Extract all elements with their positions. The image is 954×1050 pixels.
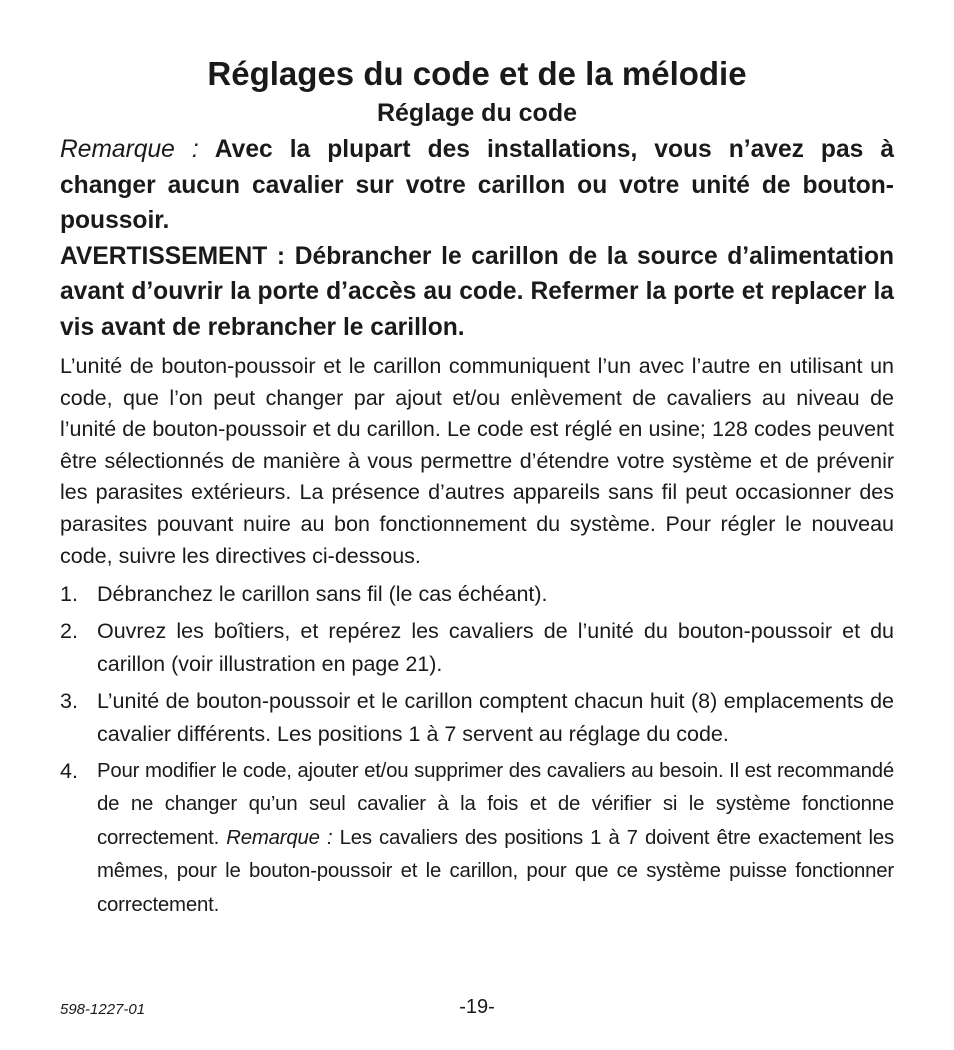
list-item <box>60 578 894 612</box>
remark-label: Remarque : <box>226 826 333 849</box>
page-number: -19- <box>459 996 495 1018</box>
document-number: 598-1227-01 <box>60 1001 146 1018</box>
step-number: 1. <box>60 582 78 607</box>
section-subtitle: Réglage du code <box>376 99 578 127</box>
page-title: Réglages du code et de la mélodie <box>207 55 747 92</box>
remark-label: Remarque : <box>60 136 199 163</box>
list-item <box>60 755 894 923</box>
warning-text: AVERTISSEMENT : Débrancher le carillon de la source d’alimentation avant d’ouvrir la porte d’accès au code. Refermer la porte et replacer la vis avant de rebrancher le carillon. <box>60 242 894 341</box>
step-text: Ouvrez les boîtiers, et repérez les cavaliers de l’unité du bouton-poussoir et du carillon (voir illustration en page 21). <box>97 618 894 677</box>
remark-note <box>60 132 894 239</box>
step-text-after: Les cavaliers des positions 1 à 7 doivent être exactement les mêmes, pour le bouton-poussoir et le carillon, pour que ce système puisse fonctionner correctement. <box>97 826 894 916</box>
step-text: Débranchez le carillon sans fil (le cas échéant). <box>97 582 548 607</box>
step-text <box>97 755 894 923</box>
step-number: 2. <box>60 618 78 643</box>
step-number: 3. <box>60 688 78 713</box>
intro-paragraph: L’unité de bouton-poussoir et le carillon communiquent l’un avec l’autre en utilisant un code, que l’on peut changer par ajout et/ou enlèvement de cavaliers au niveau de l’unité de bouton-poussoir et du carillon. Le code est réglé en usine; 128 codes peuvent être sélectionnés de manière à vous permettre d’étendre votre système et de prévenir les parasites extérieurs. La présence d’autres appareils sans fil peut occasionner des parasites pouvant nuire au bon fonctionnement du système. Pour régler le nouveau code, suivre les directives ci-dessous. <box>60 354 894 568</box>
page-content <box>60 52 894 925</box>
step-text: L’unité de bouton-poussoir et le carillon comptent chacun huit (8) emplacements de cavalier différents. Les positions 1 à 7 servent au réglage du code. <box>97 688 894 747</box>
steps-list <box>60 578 894 922</box>
list-item <box>60 615 894 682</box>
list-item <box>60 685 894 752</box>
step-number: 4. <box>60 758 78 783</box>
step-text-before: Pour modifier le code, ajouter et/ou supprimer des cavaliers au besoin. Il est recommandé de ne changer qu’un seul cavalier à la fois et de vérifier si le système fonctionne correctement. <box>97 759 894 849</box>
remark-text: Avec la plupart des installations, vous n’avez pas à changer aucun cavalier sur votre carillon ou votre unité de bouton-poussoir. <box>60 136 895 234</box>
